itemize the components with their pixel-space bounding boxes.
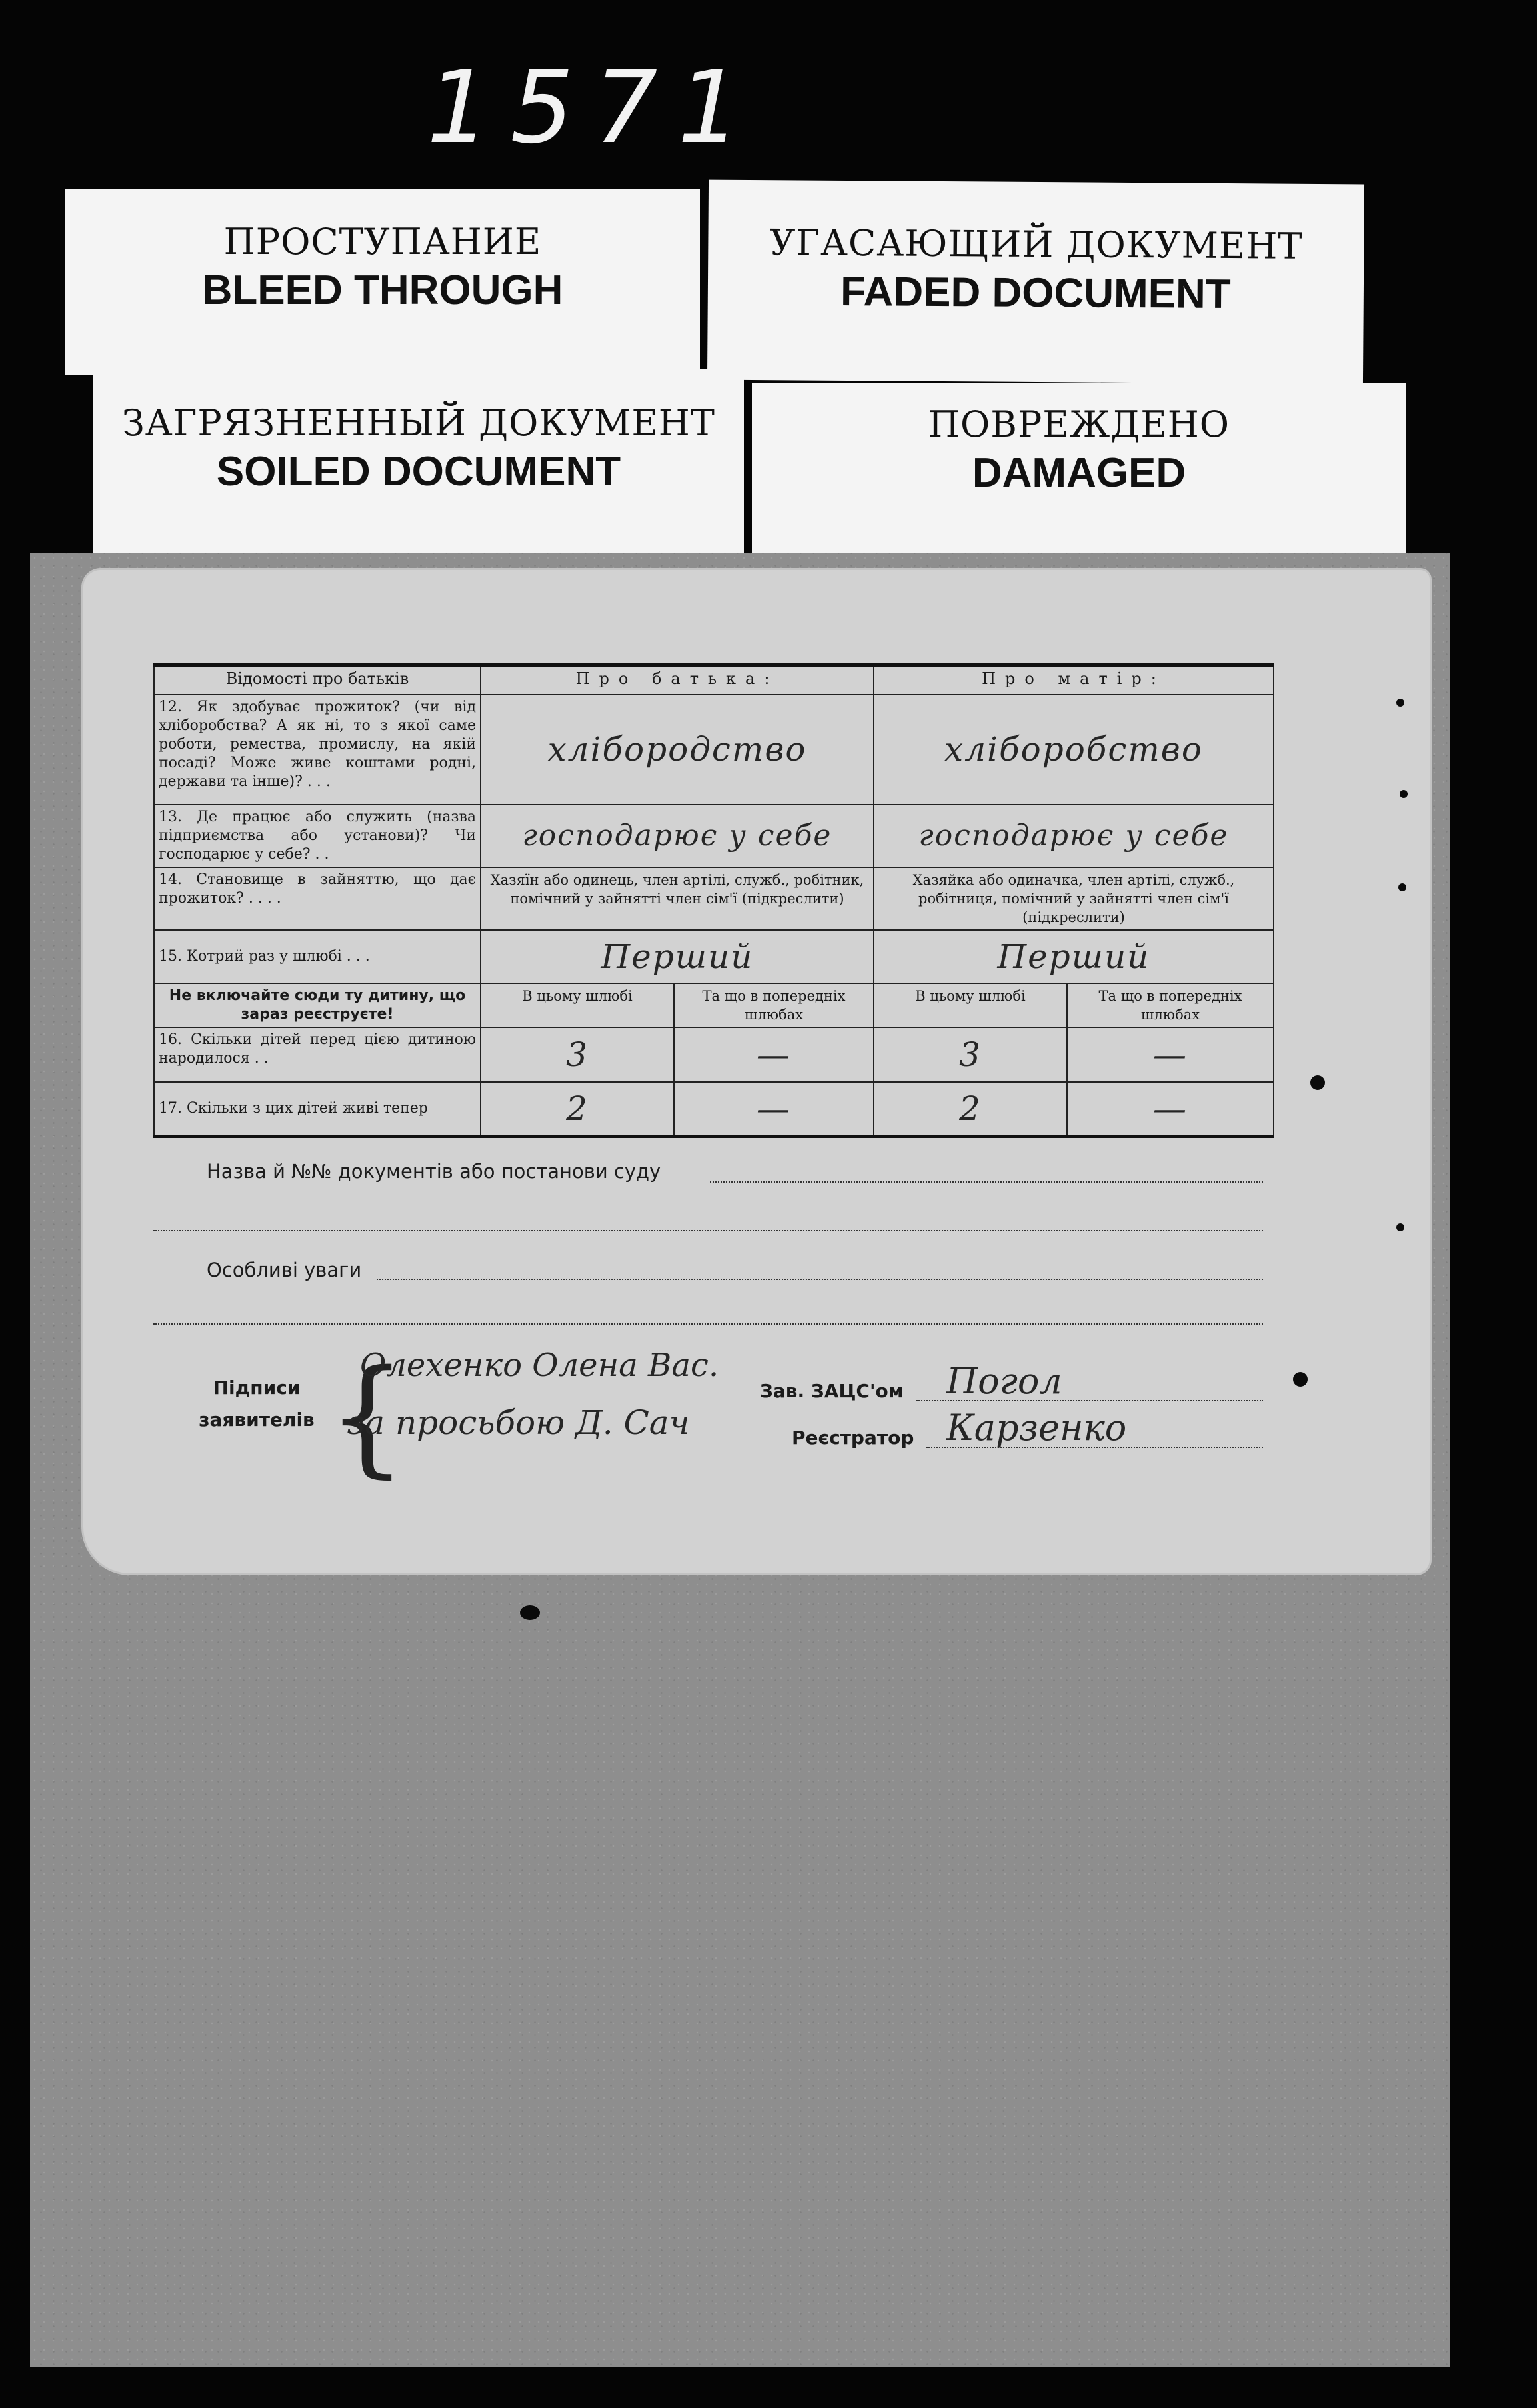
- answer-15-father: Перший: [481, 930, 874, 983]
- applicant-signature-1: Олехенко Олена Вас.: [360, 1347, 719, 1384]
- card-label-en: SOILED DOCUMENT: [216, 449, 621, 495]
- col-prev-marriage-mother: Та що в попередніх шлюбах: [1067, 983, 1274, 1027]
- answer-12-father: хлібородство: [481, 695, 874, 805]
- bleed-through-card: [65, 189, 700, 375]
- header-parents-info: Відомості про батьків: [154, 665, 481, 695]
- question-16: 16. Скільки дітей перед цією дитиною народилося . .: [154, 1027, 481, 1082]
- remarks-label: Особливі уваги: [207, 1259, 362, 1281]
- answer-13-mother: господарює у себе: [874, 805, 1274, 867]
- col-prev-marriage-father: Та що в попередніх шлюбах: [674, 983, 874, 1027]
- col-this-marriage-father: В цьому шлюбі: [481, 983, 674, 1027]
- header-father: Про батька:: [481, 665, 874, 695]
- parents-table: [153, 663, 1274, 1138]
- answer-17-father-this: 2: [481, 1082, 674, 1137]
- col-this-marriage-mother: В цьому шлюбі: [874, 983, 1067, 1027]
- binding-hole: [1400, 790, 1408, 798]
- answer-16-mother-this: 3: [874, 1027, 1067, 1082]
- answer-14-mother-options: Хазяйка або одиначка, член артілі, служб., робітниця, помічний у зайнятті член сім'ї (підкреслити): [874, 867, 1274, 930]
- question-15: 15. Котрий раз у шлюбі . . .: [154, 930, 481, 983]
- binding-hole: [1396, 1223, 1404, 1231]
- registrar-signature: Карзенко: [946, 1407, 1127, 1449]
- registry-head-signature: Погол: [946, 1360, 1062, 1402]
- answer-13-father: господарює у себе: [481, 805, 874, 867]
- signatures-label: Підписи заявителів: [199, 1377, 315, 1431]
- exclude-note: Не включайте сюди ту дитину, що зараз реєструєте!: [154, 983, 481, 1027]
- card-label-en: FADED DOCUMENT: [840, 268, 1231, 318]
- binding-hole: [1293, 1372, 1308, 1387]
- applicant-signature-2: за просьбою Д. Сач: [347, 1403, 690, 1442]
- documents-line-2: [153, 1230, 1263, 1231]
- remarks-line: [377, 1279, 1263, 1280]
- soiled-document-card: [93, 369, 744, 562]
- answer-14-father-options: Хазяїн або одинець, член артілі, служб., робітник, помічний у зайнятті член сім'ї (підкреслити): [481, 867, 874, 930]
- answer-16-father-prev: —: [674, 1027, 874, 1082]
- binding-hole: [1398, 883, 1406, 891]
- damaged-card: [752, 383, 1406, 563]
- question-12: 12. Як здобуває прожиток? (чи від хліборобства? А як ні, то з якої саме роботи, ремества, промислу, на якій посаді? Може живе коштами родні, держави та інше)? . . .: [154, 695, 481, 805]
- answer-16-mother-prev: —: [1067, 1027, 1274, 1082]
- header-mother: Про матір:: [874, 665, 1274, 695]
- card-label-ru: ПОВРЕЖДЕНО: [928, 403, 1230, 445]
- frame-number: 1571: [427, 50, 761, 166]
- card-label-en: DAMAGED: [972, 450, 1186, 496]
- answer-15-mother: Перший: [874, 930, 1274, 983]
- answer-16-father-this: 3: [481, 1027, 674, 1082]
- registration-form: [153, 663, 1273, 1138]
- remarks-line-2: [153, 1323, 1263, 1325]
- card-label-ru: ЗАГРЯЗНЕННЫЙ ДОКУМЕНТ: [122, 402, 715, 444]
- answer-17-father-prev: —: [674, 1082, 874, 1137]
- question-17: 17. Скільки з цих дітей живі тепер: [154, 1082, 481, 1137]
- documents-line: [710, 1181, 1263, 1183]
- registrar-label: Реєстратор: [792, 1427, 914, 1449]
- answer-17-mother-prev: —: [1067, 1082, 1274, 1137]
- answer-17-mother-this: 2: [874, 1082, 1067, 1137]
- binding-hole: [1310, 1075, 1325, 1090]
- card-label-ru: ПРОСТУПАНИЕ: [223, 221, 542, 263]
- binding-hole: [1396, 699, 1404, 707]
- faded-document-card: [707, 180, 1364, 385]
- documents-label: Назва й №№ документів або постанови суду: [207, 1160, 661, 1183]
- question-14: 14. Становище в зайняттю, що дає прожиток? . . . .: [154, 867, 481, 930]
- question-13: 13. Де працює або служить (назва підприємства або установи)? Чи господарює у себе? . .: [154, 805, 481, 867]
- card-label-en: BLEED THROUGH: [202, 267, 563, 313]
- registry-head-label: Зав. ЗАЦС'ом: [760, 1380, 904, 1402]
- signature-brace: {: [327, 1343, 407, 1490]
- card-label-ru: УГАСАЮЩИЙ ДОКУМЕНТ: [769, 221, 1303, 267]
- answer-12-mother: хліборобство: [874, 695, 1274, 805]
- binding-hole: [520, 1605, 540, 1620]
